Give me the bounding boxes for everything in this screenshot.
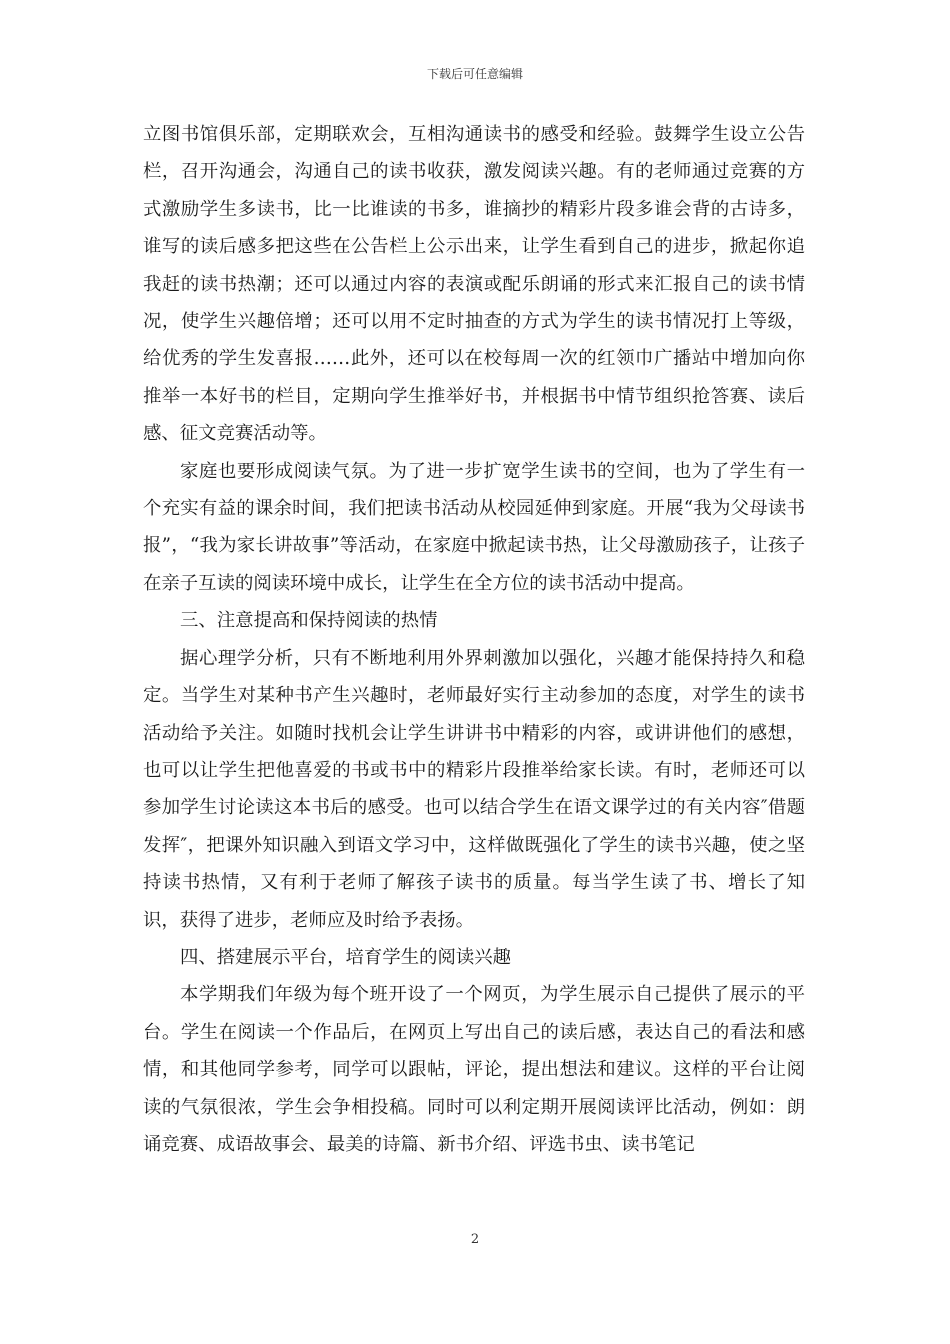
page-header: 下载后可任意编辑: [426, 67, 523, 81]
paragraph-display-platform: 本学期我们年级为每个班开设了一个网页，为学生展示自己提供了展示的平台。学生在阅读一个作品后，在网页上写出自己的读后感，表达自己的看法和感情，和其他同学参考，同学可以跟帖，评论，提出想法和建议。这样的平台让阅读的气氛很浓，学生会争相投稿。同时可以利定期开展阅读评比活动，例如：朗诵竞赛、成语故事会、最美的诗篇、新书介绍、评选书虫、读书笔记: [143, 984, 805, 1155]
page-number: 2: [470, 1232, 480, 1247]
paragraph-continuation: 立图书馆俱乐部，定期联欢会，互相沟通读书的感受和经验。鼓舞学生设立公告栏，召开沟通会，沟通自己的读书收获，激发阅读兴趣。有的老师通过竞赛的方式激励学生多读书，比一比谁读的书多，谁摘抄的精彩片段多谁会背的古诗多，谁写的读后感多把这些在公告栏上公示出来，让学生看到自己的进步，掀起你追我赶的读书热潮；还可以通过内容的表演或配乐朗诵的形式来汇报自己的读书情况，使学生兴趣倍增；还可以用不定时抽查的方式为学生的读书情况打上等级，给优秀的学生发喜报……此外，还可以在校每周一次的红领巾广播站中增加向你推举一本好书的栏目，定期向学生推举好书，并根据书中情节组织抢答赛、读后感、征文竞赛活动等。: [143, 124, 805, 445]
section-heading-four: 四、搭建展示平台，培育学生的阅读兴趣: [180, 946, 512, 968]
document-body: [143, 116, 805, 1163]
paragraph-family-reading: 家庭也要形成阅读气氛。为了进一步扩宽学生读书的空间，也为了学生有一个充实有益的课余时间，我们把读书活动从校园延伸到家庭。开展“我为父母读书报”，“我为家长讲故事”等活动，在家庭中掀起读书热，让父母激励孩子，让孩子在亲子互读的阅读环境中成长，让学生在全方位的读书活动中提高。: [143, 460, 805, 594]
section-heading-three: 三、注意提高和保持阅读的热情: [180, 610, 438, 632]
paragraph-reading-enthusiasm: 据心理学分析，只有不断地利用外界刺激加以强化，兴趣才能保持持久和稳定。当学生对某种书产生兴趣时，老师最好实行主动参加的态度，对学生的读书活动给予关注。如随时找机会让学生讲讲书中精彩的内容，或讲讲他们的感想，也可以让学生把他喜爱的书或书中的精彩片段推举给家长读。有时，老师还可以参加学生讨论读这本书后的感受。也可以结合学生在语文课学过的有关内容″借题发挥″，把课外知识融入到语文学习中，这样做既强化了学生的读书兴趣，使之坚持读书热情，又有利于老师了解孩子读书的质量。每当学生读了书、增长了知识，获得了进步，老师应及时给予表扬。: [143, 647, 805, 931]
